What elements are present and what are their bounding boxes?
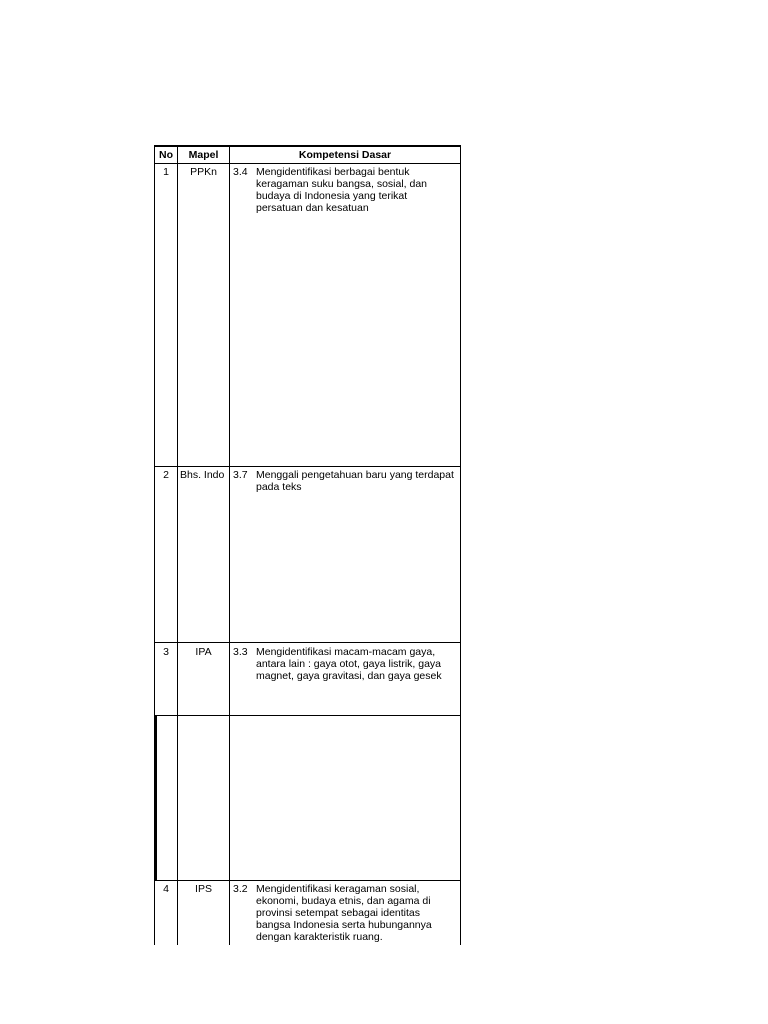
row-sep-4 <box>154 880 461 881</box>
row-4-mapel: IPS <box>195 883 212 895</box>
row-2-mapel: Bhs. Indo <box>180 469 225 481</box>
row-sep-1 <box>154 466 461 467</box>
row-sep-2 <box>154 642 461 643</box>
row-1-mapel: PPKn <box>190 166 217 178</box>
row-2-kd-code: 3.7 <box>233 469 248 481</box>
row-2-kd-text: Menggali pengetahuan baru yang terdapat pada teks <box>256 469 454 493</box>
row-3-mapel: IPA <box>195 646 212 658</box>
header-mapel: Mapel <box>188 149 219 161</box>
row-3-kd-code: 3.3 <box>233 646 248 658</box>
header-kompetensi-dasar: Kompetensi Dasar <box>298 149 392 161</box>
row-3-no: 3 <box>163 646 169 658</box>
row-sep-3b-thick-left <box>154 715 157 881</box>
row-sep-3 <box>154 715 461 716</box>
col-sep-mapel <box>229 145 230 945</box>
row-2-no: 2 <box>163 469 169 481</box>
row-1-no: 1 <box>163 166 169 178</box>
row-3-kd-text: Mengidentifikasi macam-macam gaya, antara lain : gaya otot, gaya listrik, gaya magnet, gaya gravitasi, dan gaya gesek <box>256 646 442 682</box>
table-top-border <box>154 145 461 147</box>
row-4-kd-text: Mengidentifikasi keragaman sosial, ekonomi, budaya etnis, dan agama di provinsi setempat sebagai identitas bangsa Indonesia serta hubungannya dengan karakteristik ruang. <box>256 883 432 943</box>
row-4-kd-code: 3.2 <box>233 883 248 895</box>
row-1-kd-text: Mengidentifikasi berbagai bentuk keragaman suku bangsa, sosial, dan budaya di Indonesia yang terikat persatuan dan kesatuan <box>256 166 428 214</box>
table-right-border <box>460 145 461 945</box>
row-4-no: 4 <box>163 883 169 895</box>
header-no: No <box>159 149 173 161</box>
row-1-kd-code: 3.4 <box>233 166 248 178</box>
header-bottom-border <box>154 163 461 164</box>
col-sep-no <box>177 145 178 945</box>
